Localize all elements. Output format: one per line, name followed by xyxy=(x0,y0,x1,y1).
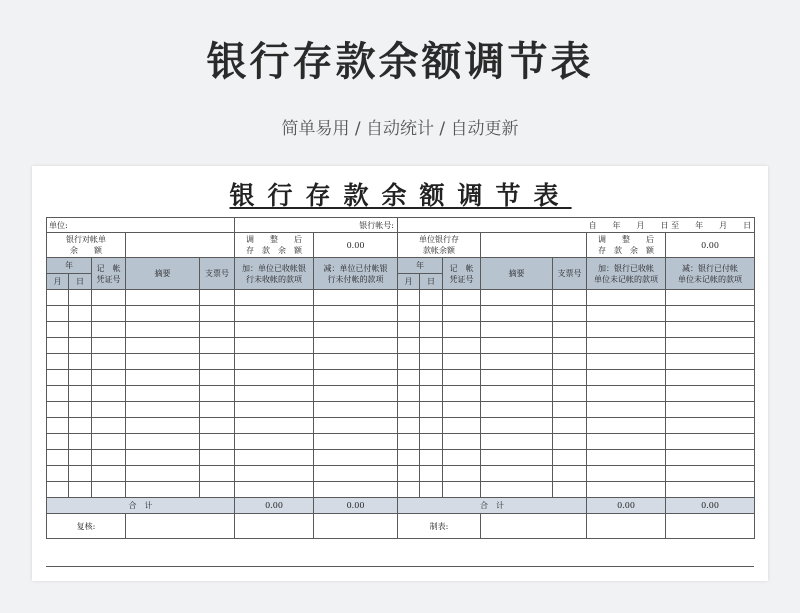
table-cell[interactable] xyxy=(47,386,69,402)
table-cell[interactable] xyxy=(314,450,398,466)
left-col-voucher-line1: 记 帐 xyxy=(96,263,121,273)
table-cell[interactable] xyxy=(420,322,443,338)
bank-statement-balance-line1: 银行对帐单 xyxy=(66,235,106,244)
table-cell[interactable] xyxy=(420,290,443,306)
table-row xyxy=(47,402,755,418)
table-cell[interactable] xyxy=(443,338,481,354)
table-cell[interactable] xyxy=(553,450,587,466)
right-col-add[interactable] xyxy=(587,258,666,290)
table-cell[interactable] xyxy=(92,354,126,370)
table-cell[interactable] xyxy=(553,354,587,370)
table-cell[interactable] xyxy=(200,338,235,354)
table-cell[interactable] xyxy=(481,450,553,466)
table-cell[interactable] xyxy=(200,482,235,498)
table-cell[interactable] xyxy=(420,466,443,482)
company-book-balance-label[interactable] xyxy=(398,233,481,258)
company-book-balance-value[interactable] xyxy=(481,233,587,258)
table-cell[interactable] xyxy=(200,418,235,434)
right-col-month[interactable]: 月 xyxy=(398,274,420,290)
table-cell[interactable] xyxy=(200,290,235,306)
table-cell[interactable] xyxy=(92,402,126,418)
right-total-sub[interactable]: 0.00 xyxy=(666,498,755,514)
table-cell[interactable] xyxy=(553,482,587,498)
left-col-add[interactable] xyxy=(235,258,314,290)
right-col-year[interactable]: 年 xyxy=(398,258,443,274)
table-cell[interactable] xyxy=(200,306,235,322)
table-cell[interactable] xyxy=(398,386,420,402)
table-cell[interactable] xyxy=(666,338,755,354)
bottom-rule xyxy=(46,566,754,567)
table-cell[interactable] xyxy=(235,290,314,306)
table-cell[interactable] xyxy=(69,386,92,402)
maker-value[interactable] xyxy=(481,514,587,539)
table-cell[interactable] xyxy=(398,354,420,370)
table-cell[interactable] xyxy=(47,322,69,338)
table-cell[interactable] xyxy=(314,322,398,338)
table-cell[interactable] xyxy=(587,338,666,354)
table-cell[interactable] xyxy=(481,402,553,418)
table-cell[interactable] xyxy=(666,402,755,418)
table-cell[interactable] xyxy=(92,434,126,450)
table-cell[interactable] xyxy=(398,290,420,306)
table-cell[interactable] xyxy=(235,386,314,402)
table-cell[interactable] xyxy=(126,482,200,498)
table-cell[interactable] xyxy=(92,338,126,354)
bank-statement-balance-label[interactable] xyxy=(47,233,126,258)
table-cell[interactable] xyxy=(314,306,398,322)
table-cell[interactable] xyxy=(69,354,92,370)
table-cell[interactable] xyxy=(553,402,587,418)
table-cell[interactable] xyxy=(666,418,755,434)
table-cell[interactable] xyxy=(481,386,553,402)
table-cell[interactable] xyxy=(587,418,666,434)
right-col-voucher[interactable] xyxy=(443,258,481,290)
table-cell[interactable] xyxy=(666,306,755,322)
table-cell[interactable] xyxy=(126,370,200,386)
table-cell[interactable] xyxy=(126,450,200,466)
table-cell[interactable] xyxy=(587,386,666,402)
table-cell[interactable] xyxy=(69,434,92,450)
bank-statement-balance-line2: 余 额 xyxy=(70,246,102,255)
table-cell[interactable] xyxy=(126,402,200,418)
right-col-sub[interactable] xyxy=(666,258,755,290)
left-col-voucher[interactable] xyxy=(92,258,126,290)
table-cell[interactable] xyxy=(398,370,420,386)
right-col-voucher-line2: 凭证号 xyxy=(449,274,474,284)
left-total-sub[interactable]: 0.00 xyxy=(314,498,398,514)
table-row xyxy=(47,338,755,354)
right-col-summary[interactable]: 摘要 xyxy=(481,258,553,290)
table-cell[interactable] xyxy=(47,306,69,322)
table-cell[interactable] xyxy=(666,370,755,386)
table-cell[interactable] xyxy=(398,418,420,434)
table-cell[interactable] xyxy=(92,370,126,386)
left-adjusted-line2: 存 款 余 额 xyxy=(246,246,302,255)
table-cell[interactable] xyxy=(553,466,587,482)
page-title: 银行存款余额调节表 xyxy=(206,39,594,85)
left-col-sub-line2: 行未付帐的款项 xyxy=(327,274,384,284)
left-adjusted-label[interactable] xyxy=(235,233,314,258)
table-cell[interactable] xyxy=(481,306,553,322)
sheet-title-cell xyxy=(47,180,755,218)
table-cell[interactable] xyxy=(92,290,126,306)
left-col-voucher-line2: 凭证号 xyxy=(96,274,121,284)
sheet-title: 银行存款余额调节表 xyxy=(229,181,572,210)
left-adjusted-value[interactable]: 0.00 xyxy=(314,233,398,258)
review-label[interactable]: 复核: xyxy=(47,514,126,539)
table-cell[interactable] xyxy=(200,466,235,482)
table-cell[interactable] xyxy=(235,306,314,322)
reconciliation-table-wrap xyxy=(46,180,754,539)
table-cell[interactable] xyxy=(47,338,69,354)
company-book-balance-line1: 单位银行存 xyxy=(419,235,459,244)
right-total-add[interactable]: 0.00 xyxy=(587,498,666,514)
table-cell[interactable] xyxy=(314,386,398,402)
left-col-check[interactable]: 支票号 xyxy=(200,258,235,290)
table-row xyxy=(47,354,755,370)
table-cell[interactable] xyxy=(69,306,92,322)
table-cell[interactable] xyxy=(443,306,481,322)
table-cell[interactable] xyxy=(126,290,200,306)
table-cell[interactable] xyxy=(314,338,398,354)
table-cell[interactable] xyxy=(420,370,443,386)
reconciliation-table xyxy=(46,180,755,539)
table-cell[interactable] xyxy=(587,306,666,322)
left-col-year[interactable]: 年 xyxy=(47,258,92,274)
table-cell[interactable] xyxy=(92,466,126,482)
table-cell[interactable] xyxy=(481,290,553,306)
table-cell[interactable] xyxy=(92,418,126,434)
right-col-sub-line2: 单位未记帐的款项 xyxy=(678,274,743,284)
table-cell[interactable] xyxy=(666,354,755,370)
table-cell[interactable] xyxy=(666,450,755,466)
table-cell[interactable] xyxy=(200,322,235,338)
table-cell[interactable] xyxy=(666,466,755,482)
table-cell[interactable] xyxy=(443,482,481,498)
table-cell[interactable] xyxy=(200,434,235,450)
right-adjusted-line2: 存 款 余 额 xyxy=(598,246,654,255)
table-row xyxy=(47,322,755,338)
table-cell[interactable] xyxy=(420,482,443,498)
left-total-add[interactable]: 0.00 xyxy=(235,498,314,514)
table-cell[interactable] xyxy=(235,418,314,434)
table-cell[interactable] xyxy=(398,338,420,354)
table-cell[interactable] xyxy=(69,402,92,418)
table-cell[interactable] xyxy=(314,290,398,306)
table-cell[interactable] xyxy=(553,306,587,322)
table-cell[interactable] xyxy=(314,434,398,450)
table-cell[interactable] xyxy=(314,370,398,386)
table-cell[interactable] xyxy=(235,370,314,386)
right-adjusted-label[interactable] xyxy=(587,233,666,258)
table-cell[interactable] xyxy=(553,322,587,338)
table-cell[interactable] xyxy=(235,434,314,450)
table-cell[interactable] xyxy=(587,290,666,306)
right-total-label[interactable]: 合 计 xyxy=(398,498,587,514)
period-text[interactable]: 自 年 月 日 至 年 月 日 xyxy=(398,218,755,233)
table-cell[interactable] xyxy=(443,322,481,338)
right-foot-blank-1[interactable] xyxy=(587,514,666,539)
table-body-rows xyxy=(47,290,755,498)
table-cell[interactable] xyxy=(587,450,666,466)
table-cell[interactable] xyxy=(420,418,443,434)
left-col-add-line2: 行未收帐的款项 xyxy=(246,274,302,284)
table-cell[interactable] xyxy=(443,290,481,306)
table-cell[interactable] xyxy=(398,306,420,322)
table-cell[interactable] xyxy=(200,402,235,418)
table-cell[interactable] xyxy=(126,434,200,450)
table-cell[interactable] xyxy=(420,450,443,466)
table-cell[interactable] xyxy=(69,482,92,498)
table-cell[interactable] xyxy=(443,434,481,450)
table-row xyxy=(47,418,755,434)
table-cell[interactable] xyxy=(398,482,420,498)
table-cell[interactable] xyxy=(47,466,69,482)
table-cell[interactable] xyxy=(443,370,481,386)
table-cell[interactable] xyxy=(126,418,200,434)
table-cell[interactable] xyxy=(443,354,481,370)
table-cell[interactable] xyxy=(587,322,666,338)
table-cell[interactable] xyxy=(69,418,92,434)
table-cell[interactable] xyxy=(69,370,92,386)
table-cell[interactable] xyxy=(235,482,314,498)
right-col-sub-line1: 减：银行已付帐 xyxy=(682,263,739,273)
table-cell[interactable] xyxy=(69,466,92,482)
table-row xyxy=(47,482,755,498)
table-row xyxy=(47,434,755,450)
left-col-summary[interactable]: 摘要 xyxy=(126,258,200,290)
table-cell[interactable] xyxy=(235,450,314,466)
table-cell[interactable] xyxy=(47,434,69,450)
table-cell[interactable] xyxy=(666,386,755,402)
table-cell[interactable] xyxy=(200,370,235,386)
table-cell[interactable] xyxy=(126,338,200,354)
table-cell[interactable] xyxy=(126,466,200,482)
table-cell[interactable] xyxy=(235,466,314,482)
table-cell[interactable] xyxy=(47,370,69,386)
table-cell[interactable] xyxy=(481,482,553,498)
table-cell[interactable] xyxy=(443,402,481,418)
table-cell[interactable] xyxy=(235,354,314,370)
table-cell[interactable] xyxy=(481,418,553,434)
table-cell[interactable] xyxy=(481,322,553,338)
table-cell[interactable] xyxy=(553,386,587,402)
table-cell[interactable] xyxy=(553,434,587,450)
table-cell[interactable] xyxy=(314,418,398,434)
table-cell[interactable] xyxy=(200,450,235,466)
table-cell[interactable] xyxy=(47,402,69,418)
table-cell[interactable] xyxy=(69,338,92,354)
right-col-add-line1: 加：银行已收帐 xyxy=(598,263,654,273)
table-cell[interactable] xyxy=(481,338,553,354)
table-row xyxy=(47,386,755,402)
table-cell[interactable] xyxy=(587,370,666,386)
table-cell[interactable] xyxy=(235,322,314,338)
left-col-day[interactable]: 日 xyxy=(69,274,92,290)
table-cell[interactable] xyxy=(47,418,69,434)
table-cell[interactable] xyxy=(666,482,755,498)
table-cell[interactable] xyxy=(420,402,443,418)
company-book-balance-line2: 款帐余额 xyxy=(423,246,455,255)
right-col-voucher-line1: 记 帐 xyxy=(449,263,474,273)
left-foot-blank-2[interactable] xyxy=(314,514,398,539)
table-cell[interactable] xyxy=(92,450,126,466)
table-cell[interactable] xyxy=(420,386,443,402)
review-value[interactable] xyxy=(126,514,235,539)
table-cell[interactable] xyxy=(420,306,443,322)
table-cell[interactable] xyxy=(443,466,481,482)
table-cell[interactable] xyxy=(92,386,126,402)
table-cell[interactable] xyxy=(69,290,92,306)
table-cell[interactable] xyxy=(481,354,553,370)
table-cell[interactable] xyxy=(47,290,69,306)
table-cell[interactable] xyxy=(553,418,587,434)
table-cell[interactable] xyxy=(420,338,443,354)
table-cell[interactable] xyxy=(126,322,200,338)
table-cell[interactable] xyxy=(666,290,755,306)
table-cell[interactable] xyxy=(398,434,420,450)
left-col-month[interactable]: 月 xyxy=(47,274,69,290)
table-cell[interactable] xyxy=(587,402,666,418)
table-cell[interactable] xyxy=(314,354,398,370)
table-cell[interactable] xyxy=(69,450,92,466)
table-cell[interactable] xyxy=(587,354,666,370)
table-cell[interactable] xyxy=(200,386,235,402)
table-row xyxy=(47,290,755,306)
table-cell[interactable] xyxy=(314,482,398,498)
table-cell[interactable] xyxy=(481,466,553,482)
right-foot-blank-2[interactable] xyxy=(666,514,755,539)
table-cell[interactable] xyxy=(553,290,587,306)
table-cell[interactable] xyxy=(126,354,200,370)
page-subtitle: 简单易用 / 自动统计 / 自动更新 xyxy=(281,119,519,139)
table-cell[interactable] xyxy=(587,482,666,498)
table-cell[interactable] xyxy=(235,402,314,418)
table-cell[interactable] xyxy=(587,466,666,482)
table-row xyxy=(47,306,755,322)
table-cell[interactable] xyxy=(481,370,553,386)
table-cell[interactable] xyxy=(443,386,481,402)
spreadsheet-sheet xyxy=(32,166,768,581)
bank-statement-balance-value[interactable] xyxy=(126,233,235,258)
right-col-add-line2: 单位未记帐的款项 xyxy=(594,274,658,284)
table-cell[interactable] xyxy=(553,338,587,354)
table-cell[interactable] xyxy=(420,434,443,450)
table-cell[interactable] xyxy=(235,338,314,354)
table-cell[interactable] xyxy=(398,402,420,418)
table-cell[interactable] xyxy=(47,354,69,370)
table-cell[interactable] xyxy=(126,386,200,402)
maker-label[interactable]: 制表: xyxy=(398,514,481,539)
table-cell[interactable] xyxy=(200,354,235,370)
left-adjusted-line1: 调 整 后 xyxy=(246,235,302,244)
right-col-day[interactable]: 日 xyxy=(420,274,443,290)
table-cell[interactable] xyxy=(92,482,126,498)
table-cell[interactable] xyxy=(553,370,587,386)
unit-label[interactable]: 单位: xyxy=(47,218,235,233)
left-col-sub-line1: 减：单位已付帐银 xyxy=(323,263,388,273)
table-cell[interactable] xyxy=(666,322,755,338)
table-cell[interactable] xyxy=(443,450,481,466)
table-cell[interactable] xyxy=(69,322,92,338)
table-cell[interactable] xyxy=(47,450,69,466)
table-cell[interactable] xyxy=(587,434,666,450)
table-cell[interactable] xyxy=(666,434,755,450)
table-cell[interactable] xyxy=(126,306,200,322)
left-total-label[interactable]: 合 计 xyxy=(47,498,235,514)
left-col-add-line1: 加：单位已收帐银 xyxy=(242,263,306,273)
right-adjusted-value[interactable]: 0.00 xyxy=(666,233,755,258)
table-cell[interactable] xyxy=(398,466,420,482)
table-cell[interactable] xyxy=(398,450,420,466)
right-adjusted-line1: 调 整 后 xyxy=(598,235,654,244)
table-cell[interactable] xyxy=(92,306,126,322)
table-row xyxy=(47,466,755,482)
left-foot-blank-1[interactable] xyxy=(235,514,314,539)
left-col-sub[interactable] xyxy=(314,258,398,290)
table-row xyxy=(47,370,755,386)
table-cell[interactable] xyxy=(420,354,443,370)
table-row xyxy=(47,450,755,466)
table-cell[interactable] xyxy=(314,402,398,418)
right-col-check[interactable]: 支票号 xyxy=(553,258,587,290)
table-cell[interactable] xyxy=(92,322,126,338)
account-label[interactable]: 银行帐号: xyxy=(235,218,398,233)
table-cell[interactable] xyxy=(481,434,553,450)
table-cell[interactable] xyxy=(47,482,69,498)
table-cell[interactable] xyxy=(398,322,420,338)
table-cell[interactable] xyxy=(314,466,398,482)
table-cell[interactable] xyxy=(443,418,481,434)
